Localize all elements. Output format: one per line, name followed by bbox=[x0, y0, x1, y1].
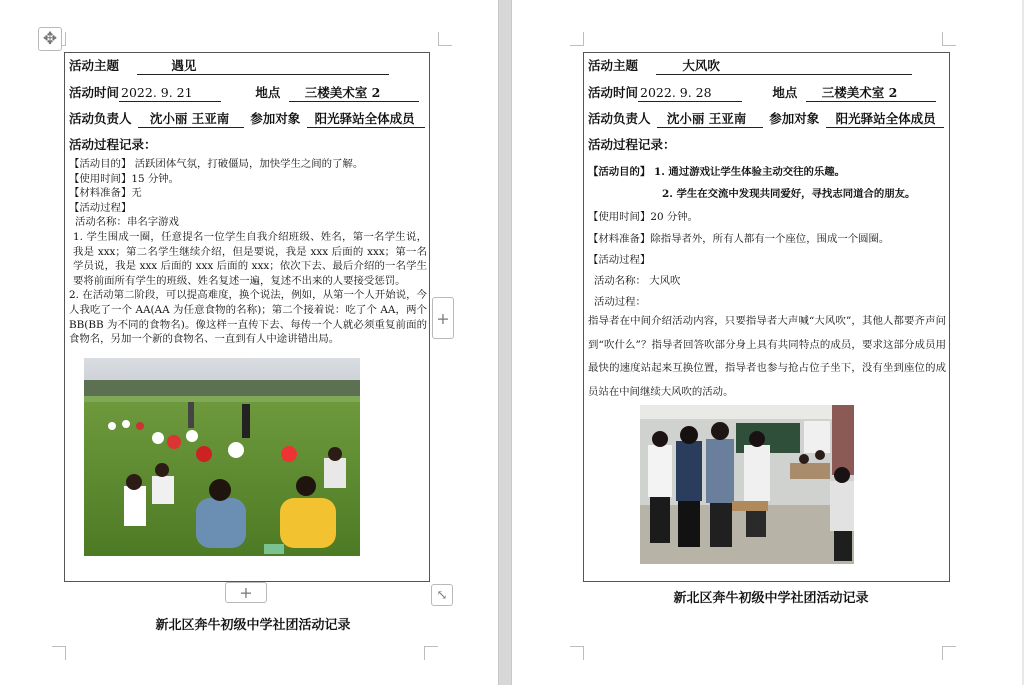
target-value: 阳光驿站全体成员 bbox=[307, 111, 425, 128]
record-label-row bbox=[69, 137, 425, 153]
playground-photo bbox=[84, 358, 360, 556]
body-process: 【活动过程】 bbox=[588, 254, 651, 266]
crop-mark bbox=[942, 32, 956, 46]
page-footer-left: 新北区奔牛初级中学社团活动记录 bbox=[155, 618, 351, 633]
leader-value: 沈小丽 王亚南 bbox=[138, 111, 244, 128]
record-label: 活动过程记录： bbox=[69, 137, 157, 152]
theme-value: 大风吹 bbox=[656, 58, 912, 75]
target-label: 参加对象 bbox=[250, 111, 301, 126]
body-step-2: 2. 在活动第二阶段，可以提高难度，换个说法，例如，从第一个人开始说，今人我吃了一个 AA(AA 为任意食物的名称)；第二个接着说：吃了个 AA，两个 BB(BB 为不同的食物名)。像这样一直传下去、每传一个人就必须重复前面的食物名，另加一个新的食物名、一直到有人中途讲错出局。 bbox=[69, 289, 427, 346]
activity-record-table bbox=[64, 52, 430, 582]
body-process-label: 活动过程： bbox=[594, 296, 646, 308]
time-place-row bbox=[588, 85, 945, 102]
theme-row bbox=[588, 58, 945, 75]
add-row-button[interactable] bbox=[225, 582, 267, 603]
time-place-row bbox=[69, 85, 425, 102]
body-materials: 【材料准备】除指导者外，所有人都有一个座位，围成一个圆圈。 bbox=[588, 233, 890, 245]
theme-label: 活动主题 bbox=[69, 58, 120, 73]
add-column-button[interactable] bbox=[432, 297, 454, 339]
crop-mark bbox=[52, 646, 66, 660]
leader-value: 沈小丽 王亚南 bbox=[657, 111, 763, 128]
leader-label: 活动负责人 bbox=[588, 111, 651, 126]
theme-value: 遇见 bbox=[137, 58, 389, 75]
photo-classroom-activity bbox=[640, 405, 854, 564]
leader-target-row bbox=[588, 111, 945, 128]
place-label: 地点 bbox=[255, 85, 281, 100]
crop-mark bbox=[570, 32, 584, 46]
time-value: 2022. 9. 28 bbox=[638, 85, 742, 102]
body-purpose: 【活动目的】 活跃团体气氛，打破僵局，加快学生之间的了解。 bbox=[69, 158, 364, 170]
body-time: 【使用时间】20 分钟。 bbox=[588, 211, 699, 223]
table-move-handle[interactable] bbox=[38, 27, 62, 51]
body-purpose-2: 2. 学生在交流中发现共同爱好，寻找志同道合的朋友。 bbox=[662, 188, 916, 200]
page-right bbox=[512, 0, 1022, 685]
move-icon: ✥ bbox=[42, 29, 58, 49]
record-label-row bbox=[588, 137, 945, 153]
body-activity-name: 活动名称：串名字游戏 bbox=[75, 216, 179, 229]
page-footer-right: 新北区奔牛初级中学社团活动记录 bbox=[673, 591, 869, 606]
page-gutter bbox=[498, 0, 512, 685]
body-activity-name: 活动名称： 大风吹 bbox=[594, 275, 681, 287]
classroom-photo bbox=[640, 405, 854, 564]
page-left bbox=[0, 0, 498, 685]
record-label: 活动过程记录： bbox=[588, 137, 676, 152]
place-label: 地点 bbox=[772, 85, 798, 100]
table-resize-handle[interactable] bbox=[431, 584, 453, 606]
crop-mark bbox=[438, 32, 452, 46]
crop-mark bbox=[942, 646, 956, 660]
photo-playground-activity bbox=[84, 358, 360, 556]
activity-record-table bbox=[583, 52, 950, 582]
plus-icon: + bbox=[436, 308, 450, 328]
crop-mark bbox=[424, 646, 438, 660]
activity-body bbox=[69, 157, 427, 347]
plus-icon: + bbox=[239, 583, 253, 602]
target-value: 阳光驿站全体成员 bbox=[826, 111, 944, 128]
body-purpose-1: 【活动目的】 1. 通过游戏让学生体验主动交往的乐趣。 bbox=[588, 166, 846, 178]
body-time: 【使用时间】15 分钟。 bbox=[69, 172, 180, 185]
crop-mark bbox=[570, 646, 584, 660]
theme-row bbox=[69, 58, 425, 75]
place-value: 三楼美术室 2 bbox=[806, 85, 936, 102]
target-label: 参加对象 bbox=[769, 111, 820, 126]
leader-target-row bbox=[69, 111, 425, 128]
body-process: 【活动过程】 bbox=[69, 201, 132, 214]
time-label: 活动时间 bbox=[69, 85, 120, 100]
theme-label: 活动主题 bbox=[588, 58, 639, 73]
place-value: 三楼美术室 2 bbox=[289, 85, 419, 102]
activity-body bbox=[588, 165, 946, 404]
body-description: 指导者在中间介绍活动内容，只要指导者大声喊“大风吹”，其他人都要齐声问到“吹什么”？指导者回答吹部分身上具有共同特点的成员，要求这部分成员用最快的速度站起来互换位置，指导者也参与抢占位子坐下，没有坐到座位的成员站在中间继续大风吹的活动。 bbox=[588, 315, 946, 398]
time-label: 活动时间 bbox=[588, 85, 639, 100]
body-materials: 【材料准备】无 bbox=[69, 187, 142, 200]
leader-label: 活动负责人 bbox=[69, 111, 132, 126]
body-step-1: 1. 学生围成一圈，任意提名一位学生自我介绍班级、姓名，第一名学生说，我是 xxx；第二名学生继续介绍，但是要说，我是 xxx 后面的 xxx；第一名学员说，我是 xxx 后面的 xxx 后面的 xxx；依次下去、最后介绍的一名学生要将前面所有学生的班级、姓名复述一遍，复述不出来的人要接受惩罚。 bbox=[73, 230, 427, 287]
resize-icon: ⤡ bbox=[436, 587, 448, 603]
time-value: 2022. 9. 21 bbox=[119, 85, 221, 102]
